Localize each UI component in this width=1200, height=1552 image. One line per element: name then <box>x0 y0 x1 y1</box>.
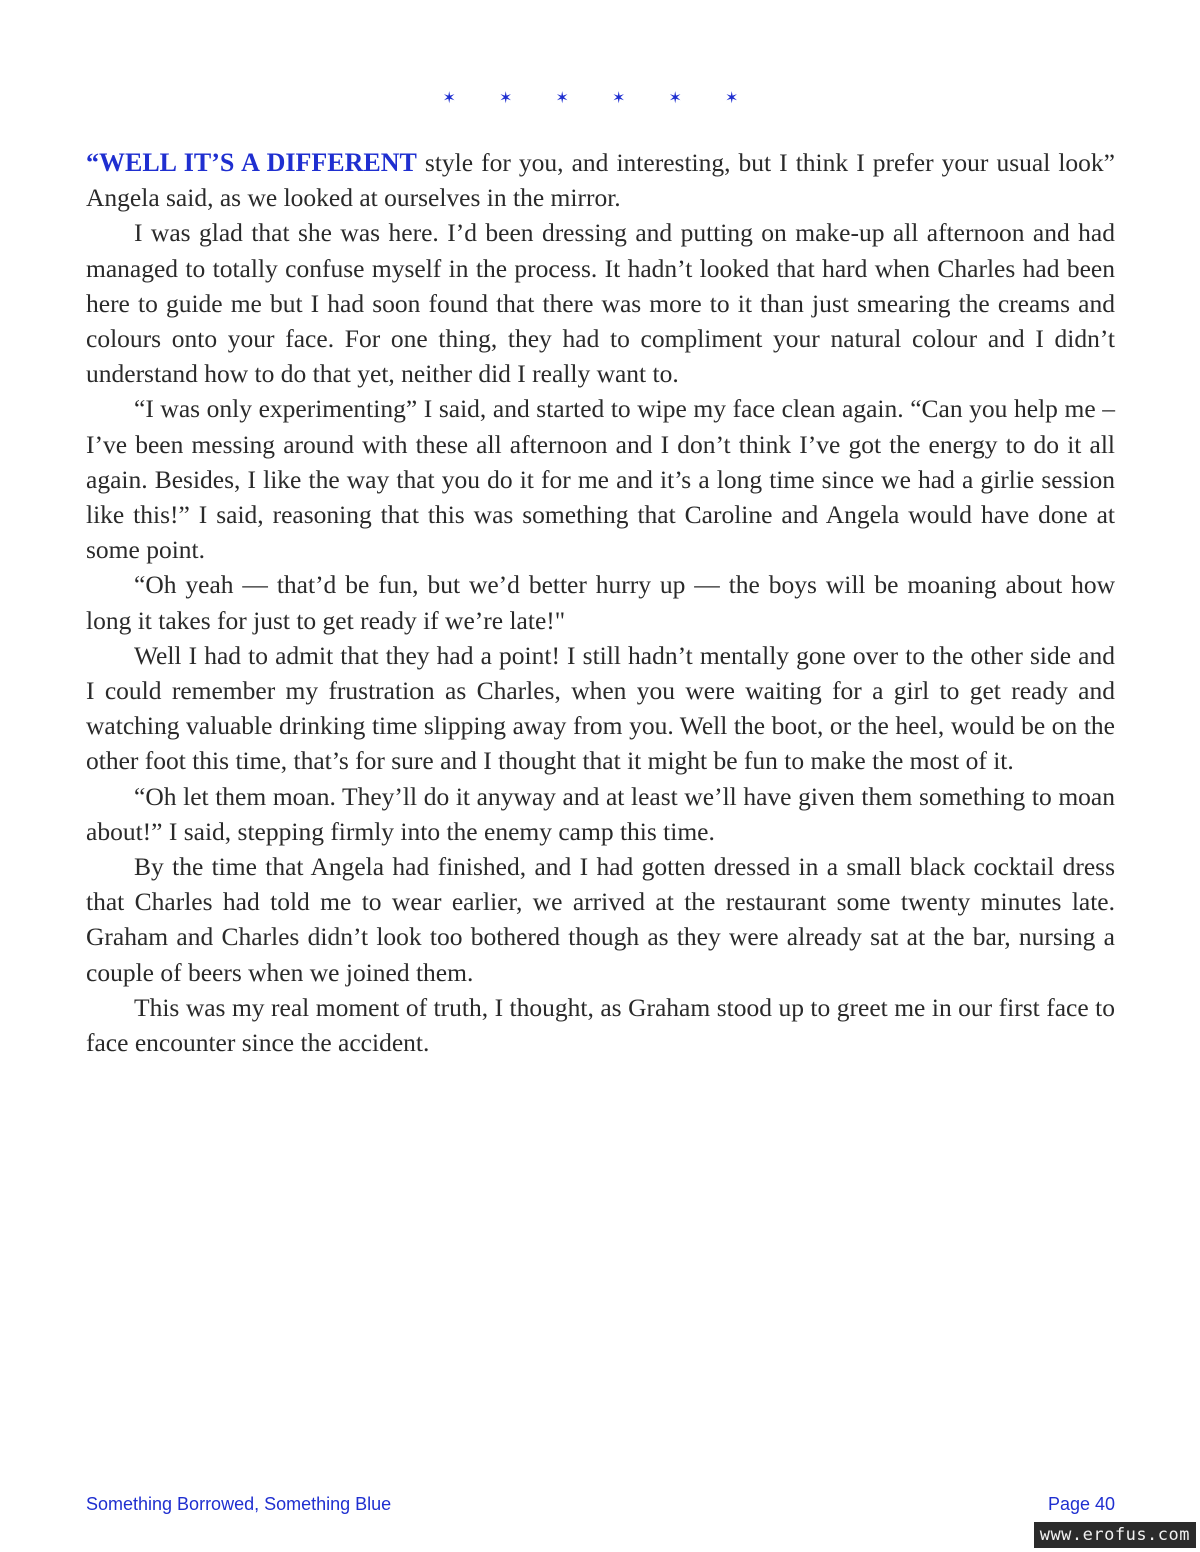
paragraph: Well I had to admit that they had a point! I still hadn’t mentally gone over to the other side and I could remember my frustration as Charles, when you were waiting for a girl to get ready and watching valuable drinking time slipping away from you. Well the boot, or the heel, would be on the other foot this time, that’s for sure and I thought that it might be fun to make the most of it. <box>86 640 1115 776</box>
lead-in-caps: “WELL IT’S A DIFFERENT <box>86 148 417 177</box>
paragraph <box>86 145 1115 215</box>
paragraph: I was glad that she was here. I’d been dressing and putting on make-up all afternoon and had managed to totally confuse myself in the process. It hadn’t looked that hard when Charles had been here to guide me but I had soon found that there was more to it than just smearing the creams and colours onto your face. For one thing, they had to compliment your natural colour and I didn’t understand how to do that yet, neither did I really want to. <box>86 218 1115 389</box>
watermark: www.erofus.com <box>1034 1522 1196 1548</box>
footer-page-number: Page 40 <box>1047 1494 1115 1514</box>
paragraph-text: style for you, and interesting, but I think I prefer your usual look” Angela said, as we looked at ourselves in the mirror. <box>86 148 1115 213</box>
paragraph: This was my real moment of truth, I thought, as Graham stood up to greet me in our first face to face encounter since the accident. <box>86 992 1115 1058</box>
star-icon: ✶ <box>555 88 588 107</box>
star-icon: ✶ <box>725 88 758 107</box>
paragraph: “I was only experimenting” I said, and started to wipe my face clean again. “Can you help me – I’ve been messing around with these all afternoon and I don’t think I’ve got the energy to do it all again. Besides, I like the way that you do it for me and it’s a long time since we had a girlie session like this!” I said, reasoning that this was something that Caroline and Angela would have done at some point. <box>86 394 1115 565</box>
footer-book-title: Something Borrowed, Something Blue <box>86 1494 392 1514</box>
paragraph: By the time that Angela had finished, and I had gotten dressed in a small black cocktail dress that Charles had told me to wear earlier, we arrived at the restaurant some twenty minutes late. Graham and Charles didn’t look too bothered though as they were already sat at the bar, nursing a couple of beers when we joined them. <box>86 852 1115 987</box>
section-break-ornament <box>0 88 1200 107</box>
body-text <box>86 145 1115 1060</box>
star-icon: ✶ <box>499 88 532 107</box>
paragraph: “Oh let them moan. They’ll do it anyway and at least we’ll have given them something to moan about!” I said, stepping firmly into the enemy camp this time. <box>86 781 1115 846</box>
star-icon: ✶ <box>612 88 645 107</box>
star-icon: ✶ <box>442 88 475 107</box>
star-icon: ✶ <box>668 88 701 107</box>
paragraph: “Oh yeah — that’d be fun, but we’d better hurry up — the boys will be moaning about how long it takes for just to get ready if we’re late!" <box>86 570 1115 635</box>
